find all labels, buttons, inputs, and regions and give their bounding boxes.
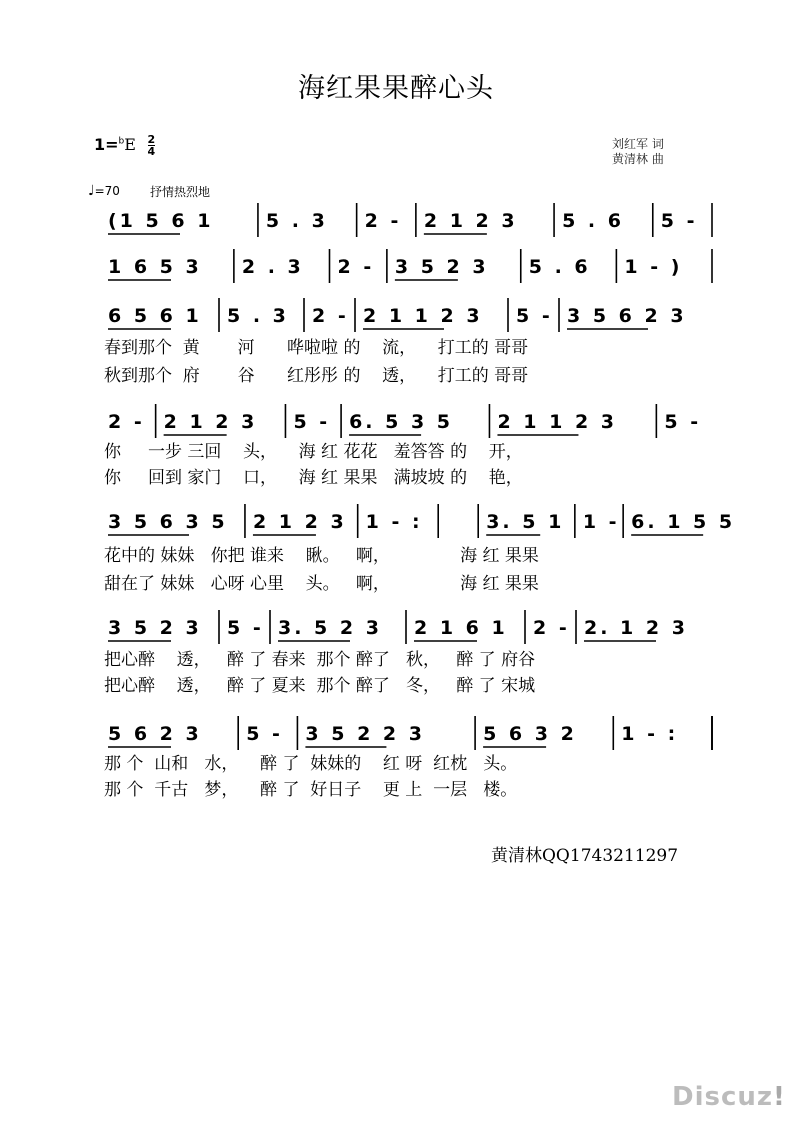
measure-notes: 2. 1 2 3 (584, 617, 688, 639)
measure-notes: 5 - (660, 210, 698, 232)
measure-notes: 5 - (516, 305, 553, 327)
author-signature: 黄清林QQ1743211297 (491, 846, 679, 866)
lyric-line: 那 个 山和 水， 醉 了 妹妹的 红 呀 红枕 头。 (104, 754, 518, 774)
measure-notes: 1 - ) (624, 256, 683, 278)
measure-notes: 5 . 6 (528, 256, 591, 278)
measure-notes: 1 6 5 3 (108, 256, 202, 278)
credits (612, 137, 664, 167)
notation-staff (100, 243, 715, 299)
time-signature (148, 134, 156, 157)
lyric-line: 甜在了 妹妹 心呀 心里 头。 啊， 海 红 果果 (104, 574, 539, 594)
measure-notes: 2 - (364, 210, 402, 232)
measure-notes: 5 . 3 (265, 210, 328, 232)
quarter-note-icon: ♩ (88, 183, 95, 199)
tempo-value: =70 (94, 184, 120, 198)
measure-notes: 2 1 1 2 3 (497, 411, 618, 433)
watermark-bang: ! (773, 1082, 786, 1112)
notation-row (100, 243, 715, 299)
composer: 黄清林 曲 (612, 152, 664, 166)
measure-notes: 2 1 2 3 (423, 210, 518, 232)
measure-notes: 3. 5 1 (486, 511, 565, 533)
song-title: 海红果果醉心头 (298, 73, 494, 104)
measure-notes: 1 - : (621, 723, 679, 745)
measure-notes: 2 1 6 1 (414, 617, 508, 639)
measure-notes: 1 - : (365, 511, 423, 533)
lyric-line: 把心醉 透， 醉 了 夏来 那个 醉了 冬， 醉 了 宋城 (104, 676, 536, 696)
measure-notes: 5 - (293, 411, 331, 433)
measure-notes: 5 - (227, 617, 264, 639)
flat-sign: b (118, 136, 125, 147)
measure-notes: 5 . 6 (562, 210, 624, 232)
key-note: E (124, 135, 136, 154)
measure-notes: 2 1 2 3 (163, 411, 258, 433)
measure-notes: 2 - (337, 256, 375, 278)
lyric-line: 你 一步 三回 头， 海 红 花花 羞答答 的 开， (104, 442, 523, 462)
discuz-watermark (672, 1082, 786, 1112)
watermark-text: Discuz (672, 1082, 774, 1112)
measure-notes: 2 . 3 (241, 256, 304, 278)
measure-notes: 2 - (312, 305, 349, 327)
measure-notes: 5 - (664, 411, 702, 433)
lyric-line: 花中的 妹妹 你把 谁来 瞅。 啊， 海 红 果果 (104, 546, 539, 566)
lyric-line: 把心醉 透， 醉 了 春来 那个 醉了 秋， 醉 了 府谷 (104, 650, 536, 670)
measure-notes: 5 - (246, 723, 283, 745)
measure-notes: 6. 1 5 5 (631, 511, 736, 533)
measure-notes: 2 - (533, 617, 570, 639)
measure-notes: 3 5 2 3 (394, 256, 489, 278)
lyric-line: 春到那个 黄 河 哗啦啦 的 流， 打工的 哥哥 (104, 338, 529, 358)
measure-notes: 3. 5 2 3 (278, 617, 382, 639)
measure-notes: 3 5 2 3 (108, 617, 202, 639)
key-signature (94, 134, 155, 157)
lyricist: 刘红军 词 (612, 137, 664, 151)
measure-notes: 2 1 2 3 (252, 511, 347, 533)
lyric-line: 那 个 千古 梦， 醉 了 好日子 更 上 一层 楼。 (104, 780, 518, 800)
measure-notes: 5 . 3 (227, 305, 289, 327)
measure-notes: 5 6 2 3 (108, 723, 202, 745)
expression-marking: 抒情热烈地 (150, 185, 211, 199)
measure-notes: (1 5 6 1 (108, 210, 214, 232)
measure-notes: 6 5 6 1 (108, 305, 202, 327)
measure-notes: 3 5 6 3 5 (108, 511, 228, 533)
time-top: 2 (147, 133, 156, 146)
key-prefix: 1= (94, 135, 119, 154)
measure-notes: 3 5 2 2 3 (305, 723, 425, 745)
measure-notes: 1 - (582, 511, 620, 533)
measure-notes: 2 1 1 2 3 (363, 305, 483, 327)
measure-notes: 3 5 6 2 3 (567, 305, 687, 327)
measure-notes: 6. 5 3 5 (349, 411, 454, 433)
measure-notes: 2 - (108, 411, 145, 433)
measure-notes: 5 6 3 2 (483, 723, 577, 745)
time-bottom: 4 (147, 145, 156, 158)
lyric-line: 你 回到 家门 口， 海 红 果果 满坡坡 的 艳， (104, 468, 523, 488)
lyric-line: 秋到那个 府 谷 红彤彤 的 透， 打工的 哥哥 (104, 366, 529, 386)
